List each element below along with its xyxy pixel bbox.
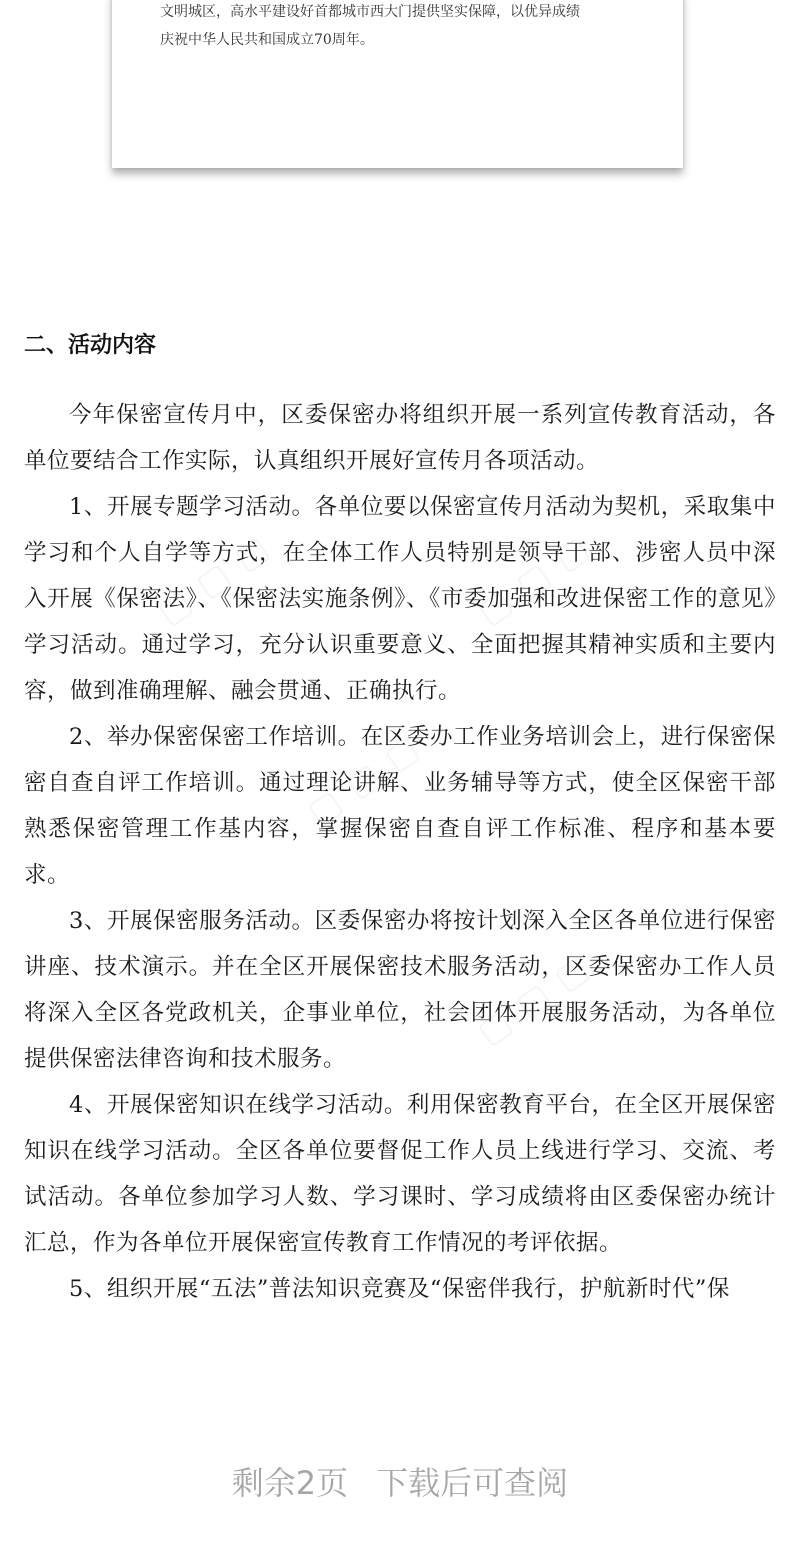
paragraph-item-5: 5、组织开展“五法”普法知识竞赛及“保密伴我行，护航新时代”保 (69, 1276, 730, 1302)
watermark: ▢ ▢ ▢ (150, 526, 278, 634)
download-to-view-label: 下载后可查阅 (376, 1464, 569, 1502)
download-prompt[interactable] (0, 1458, 800, 1504)
watermark: ▢ ▢ ▢ (470, 526, 598, 634)
paragraph-item-4: 4、开展保密知识在线学习活动。利用保密教育平台，在全区开展保密知识在线学习活动。全区各单位要督促工作人员上线进行学习、交流、考试活动。各单位参加学习人数、学习课时、学习成绩将由区委保密办统计汇总，作为各单位开展保密宣传教育工作情况的考评依据。 (24, 1092, 776, 1256)
paragraph-intro: 今年保密宣传月中，区委保密办将组织开展一系列宣传教育活动，各单位要结合工作实际，认真组织开展好宣传月各项活动。 (24, 402, 776, 474)
document-preview-card (112, 0, 683, 168)
card-text (160, 0, 650, 54)
watermark: ▢ ▢ ▢ (300, 726, 428, 834)
watermark: ▢ ▢ ▢ (470, 946, 598, 1054)
paragraph-item-3: 3、开展保密服务活动。区委保密办将按计划深入全区各单位进行保密讲座、技术演示。并在全区开展保密技术服务活动，区委保密办工作人员将深入全区各党政机关，企事业单位，社会团体开展服务活动，为各单位提供保密法律咨询和技术服务。 (24, 908, 776, 1072)
card-line-1: 文明城区，高水平建设好首都城市西大门提供坚实保障，以优异成绩 (160, 4, 580, 20)
card-line-2: 庆祝中华人民共和国成立70周年。 (160, 32, 374, 48)
paragraph-item-1: 1、开展专题学习活动。各单位要以保密宣传月活动为契机，采取集中学习和个人自学等方式，在全体工作人员特别是领导干部、涉密人员中深入开展《保密法》、《保密法实施条例》、《市委加强和改进保密工作的意见》学习活动。通过学习，充分认识重要意义、全面把握其精神实质和主要内容，做到准确理解、融会贯通、正确执行。 (24, 494, 776, 704)
paragraph-item-2: 2、举办保密保密工作培训。在区委办工作业务培训会上，进行保密保密自查自评工作培训。通过理论讲解、业务辅导等方式，使全区保密干部熟悉保密管理工作基内容，掌握保密自查自评工作标准、程序和基本要求。 (24, 724, 776, 888)
remaining-pages-label: 剩余2页 (231, 1464, 349, 1502)
section-heading: 二、活动内容 (24, 333, 157, 358)
document-body (24, 392, 776, 1312)
